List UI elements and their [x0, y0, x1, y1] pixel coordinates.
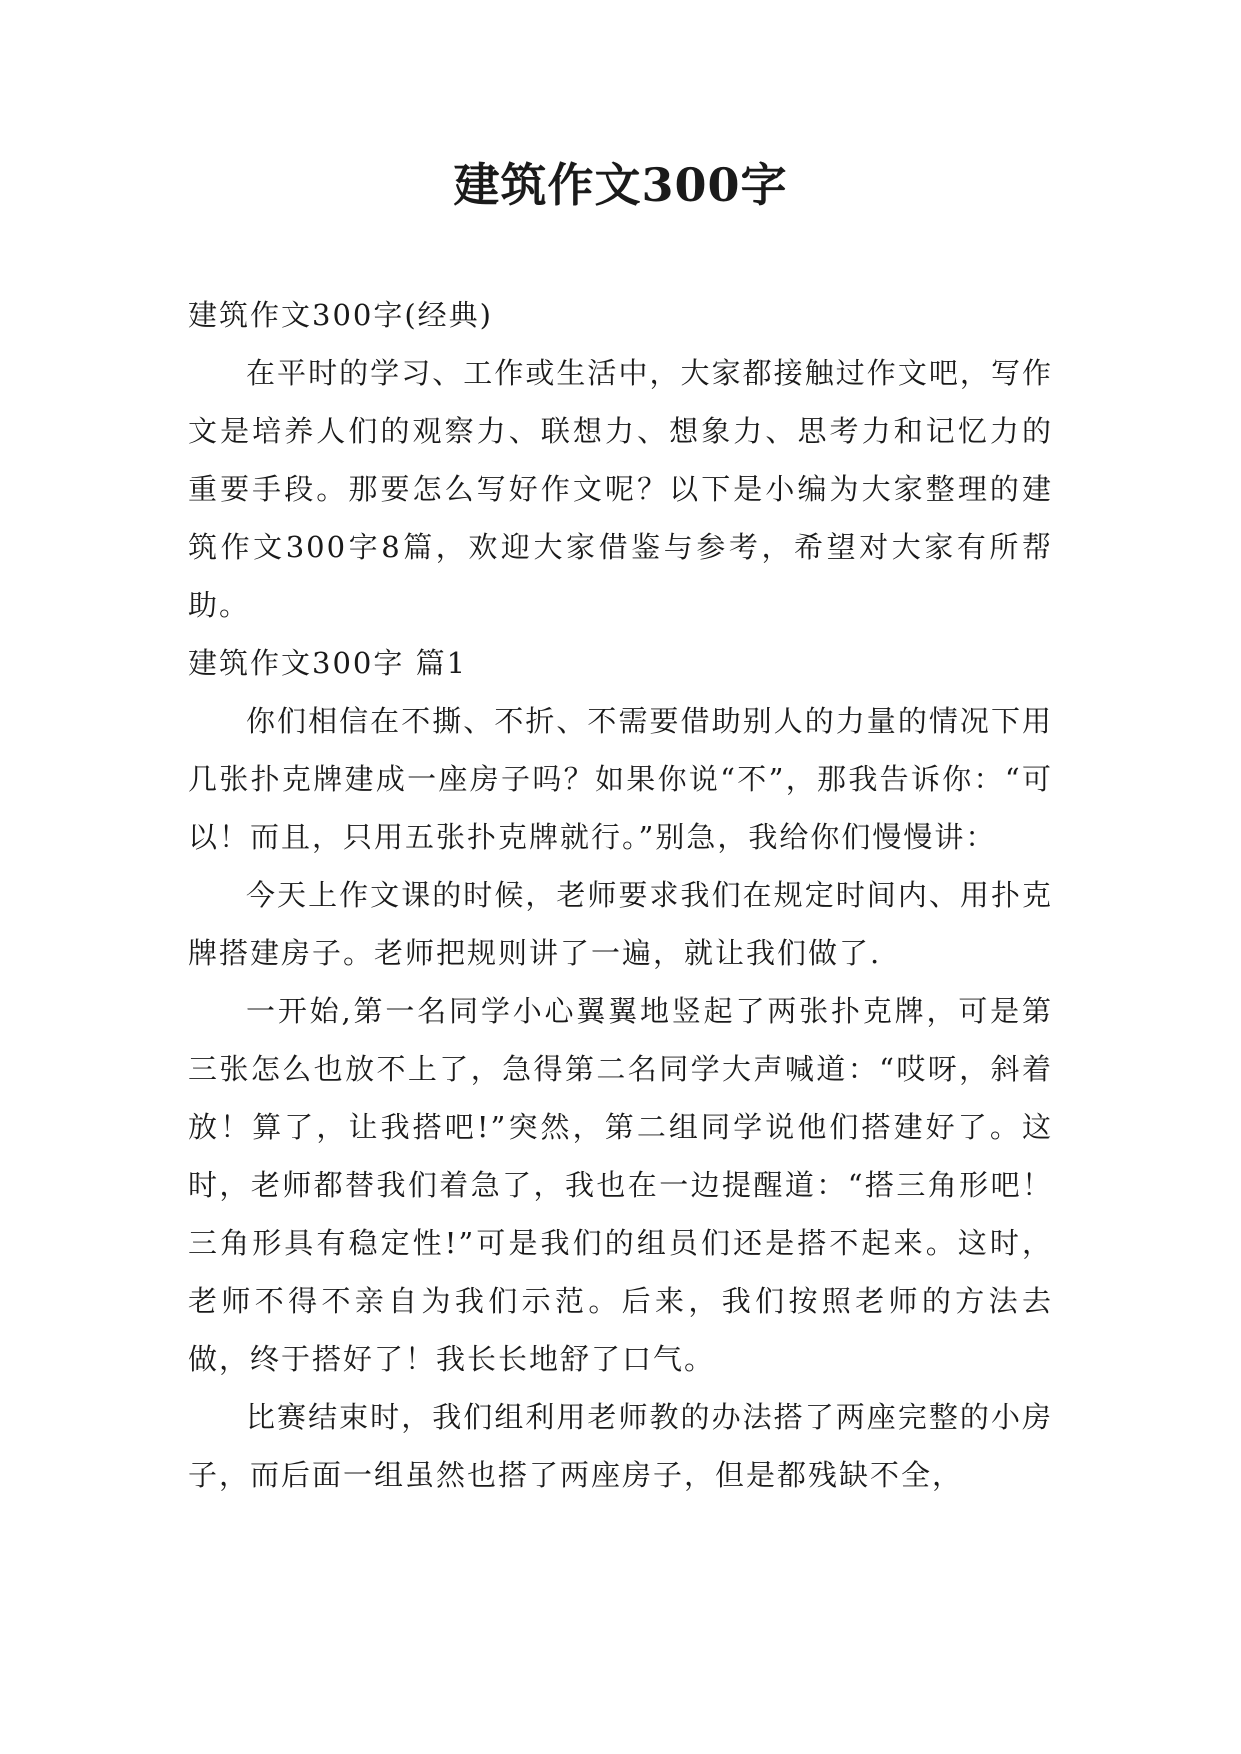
document-subtitle: 建筑作文300字(经典) — [188, 298, 493, 332]
intro-paragraph: 在平时的学习、工作或生活中，大家都接触过作文吧，写作文是培养人们的观察力、联想力、想象力、思考力和记忆力的重要手段。那要怎么写好作文呢？以下是小编为大家整理的建筑作文300字8篇，欢迎大家借鉴与参考，希望对大家有所帮助。 — [188, 356, 1053, 622]
section-heading: 建筑作文300字 篇1 — [188, 646, 468, 680]
document-body — [188, 286, 1053, 1504]
body-paragraph: 一开始,第一名同学小心翼翼地竖起了两张扑克牌，可是第三张怎么也放不上了，急得第二名同学大声喊道：“哎呀，斜着放！算了，让我搭吧!”突然，第二组同学说他们搭建好了。这时，老师都替我们着急了，我也在一边提醒道：“搭三角形吧！三角形具有稳定性!”可是我们的组员们还是搭不起来。这时，老师不得不亲自为我们示范。后来，我们按照老师的方法去做，终于搭好了！我长长地舒了口气。 — [188, 994, 1053, 1376]
body-paragraph: 今天上作文课的时候，老师要求我们在规定时间内、用扑克牌搭建房子。老师把规则讲了一遍，就让我们做了. — [188, 878, 1053, 970]
body-paragraph: 你们相信在不撕、不折、不需要借助别人的力量的情况下用几张扑克牌建成一座房子吗？如果你说“不”，那我告诉你：“可以！而且，只用五张扑克牌就行。”别急，我给你们慢慢讲： — [188, 704, 1053, 854]
body-paragraph: 比赛结束时，我们组利用老师教的办法搭了两座完整的小房子，而后面一组虽然也搭了两座房子，但是都残缺不全， — [188, 1400, 1053, 1492]
document-title: 建筑作文300字 — [453, 158, 788, 212]
